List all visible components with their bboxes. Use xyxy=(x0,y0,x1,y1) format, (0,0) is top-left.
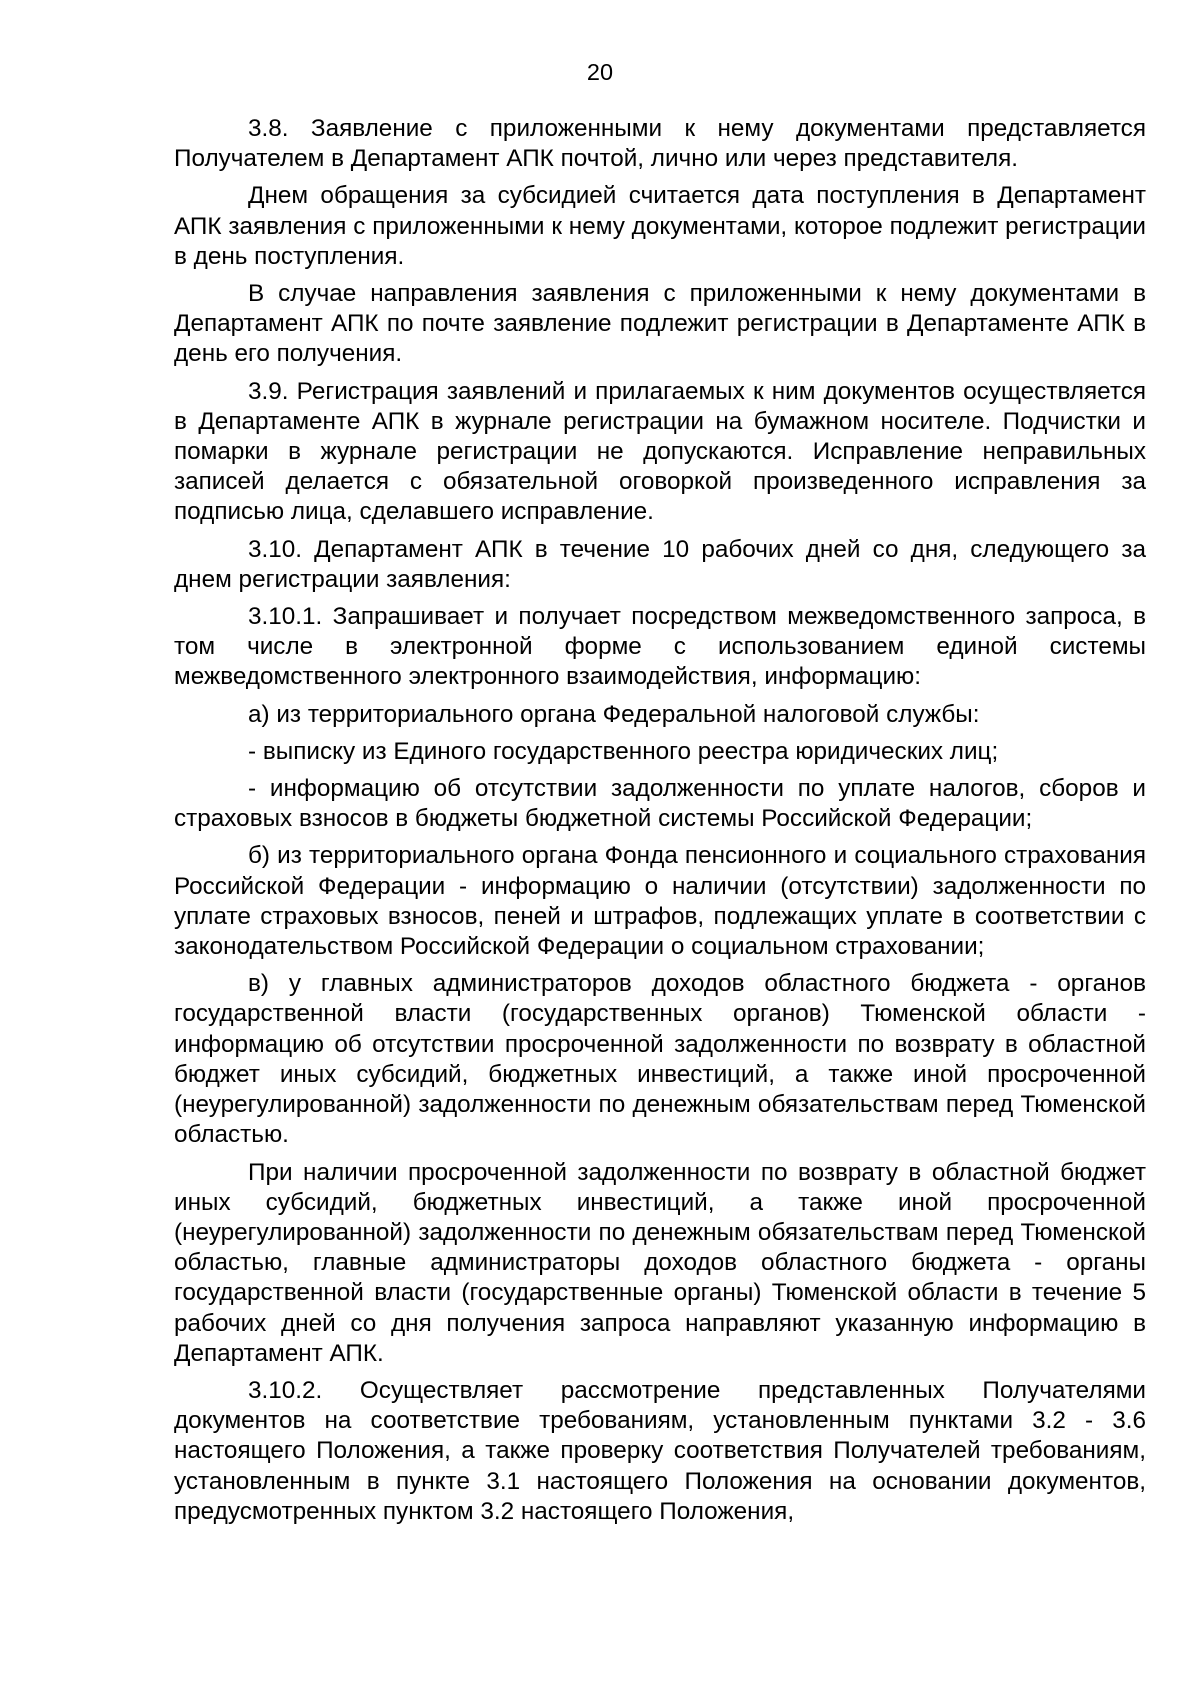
paragraph-3-10-2: 3.10.2. Осуществляет рассмотрение представленных Получателями документов на соответствие требованиям, установленным пунктами 3.2 - 3.6 настоящего Положения, а также проверку соответствия Получателей требованиям, установленным в пункте 3.1 настоящего Положения на основании документов, предусмотренных пунктом 3.2 настоящего Положения, xyxy=(174,1376,1146,1525)
paragraph-item-v: в) у главных администраторов доходов областного бюджета - органов государственной власти (государственных органов) Тюменской области - информацию об отсутствии просроченной задолженности по возврату в областной бюджет иных субсидий, бюджетных инвестиций, а также иной просроченной (неурегулированной) задолженности по денежным обязательствам перед Тюменской областью. xyxy=(174,970,1146,1149)
paragraph-dash-extract: - выписку из Единого государственного реестра юридических лиц; xyxy=(248,737,999,765)
page-number: 20 xyxy=(586,59,614,85)
paragraph-dash-tax-info: - информацию об отсутствии задолженности по уплате налогов, сборов и страховых взносов в бюджеты бюджетной системы Российской Федерации; xyxy=(174,775,1146,833)
paragraph-overdue-debt: При наличии просроченной задолженности по возврату в областной бюджет иных субсидий, бюджетных инвестиций, а также иной просроченной (неурегулированной) задолженности по денежным обязательствам перед Тюменской областью, главные администраторы доходов областного бюджета - органы государственной власти (государственные органы) Тюменской области в течение 5 рабочих дней со дня получения запроса направляют указанную информацию в Департамент АПК. xyxy=(174,1158,1146,1367)
paragraph-3-10: 3.10. Департамент АПК в течение 10 рабочих дней со дня, следующего за днем регистрации заявления: xyxy=(174,535,1146,593)
paragraph-item-b: б) из территориального органа Фонда пенсионного и социального страхования Российской Федерации - информацию о наличии (отсутствии) задолженности по уплате страховых взносов, пеней и штрафов, подлежащих уплате в соответствии с законодательством Российской Федерации о социальном страховании; xyxy=(174,842,1146,961)
paragraph-application-date: Днем обращения за субсидией считается дата поступления в Департамент АПК заявления с приложенными к нему документами, которое подлежит регистрации в день поступления. xyxy=(174,182,1146,270)
paragraph-3-8: 3.8. Заявление с приложенными к нему документами представляется Получателем в Департамент АПК почтой, лично или через представителя. xyxy=(174,115,1146,173)
paragraph-item-a: а) из территориального органа Федеральной налоговой службы: xyxy=(248,700,980,728)
paragraph-3-9: 3.9. Регистрация заявлений и прилагаемых к ним документов осуществляется в Департаменте АПК в журнале регистрации на бумажном носителе. Подчистки и помарки в журнале регистрации не допускаются. Исправление неправильных записей делается с обязательной оговоркой произведенного исправления за подписью лица, сделавшего исправление. xyxy=(174,377,1146,526)
paragraph-mail-registration: В случае направления заявления с приложенными к нему документами в Департамент АПК по почте заявление подлежит регистрации в Департаменте АПК в день его получения. xyxy=(174,280,1146,368)
document-body xyxy=(174,114,1146,1534)
paragraph-3-10-1: 3.10.1. Запрашивает и получает посредством межведомственного запроса, в том числе в электронной форме с использованием единой системы межведомственного электронного взаимодействия, информацию: xyxy=(174,603,1146,691)
